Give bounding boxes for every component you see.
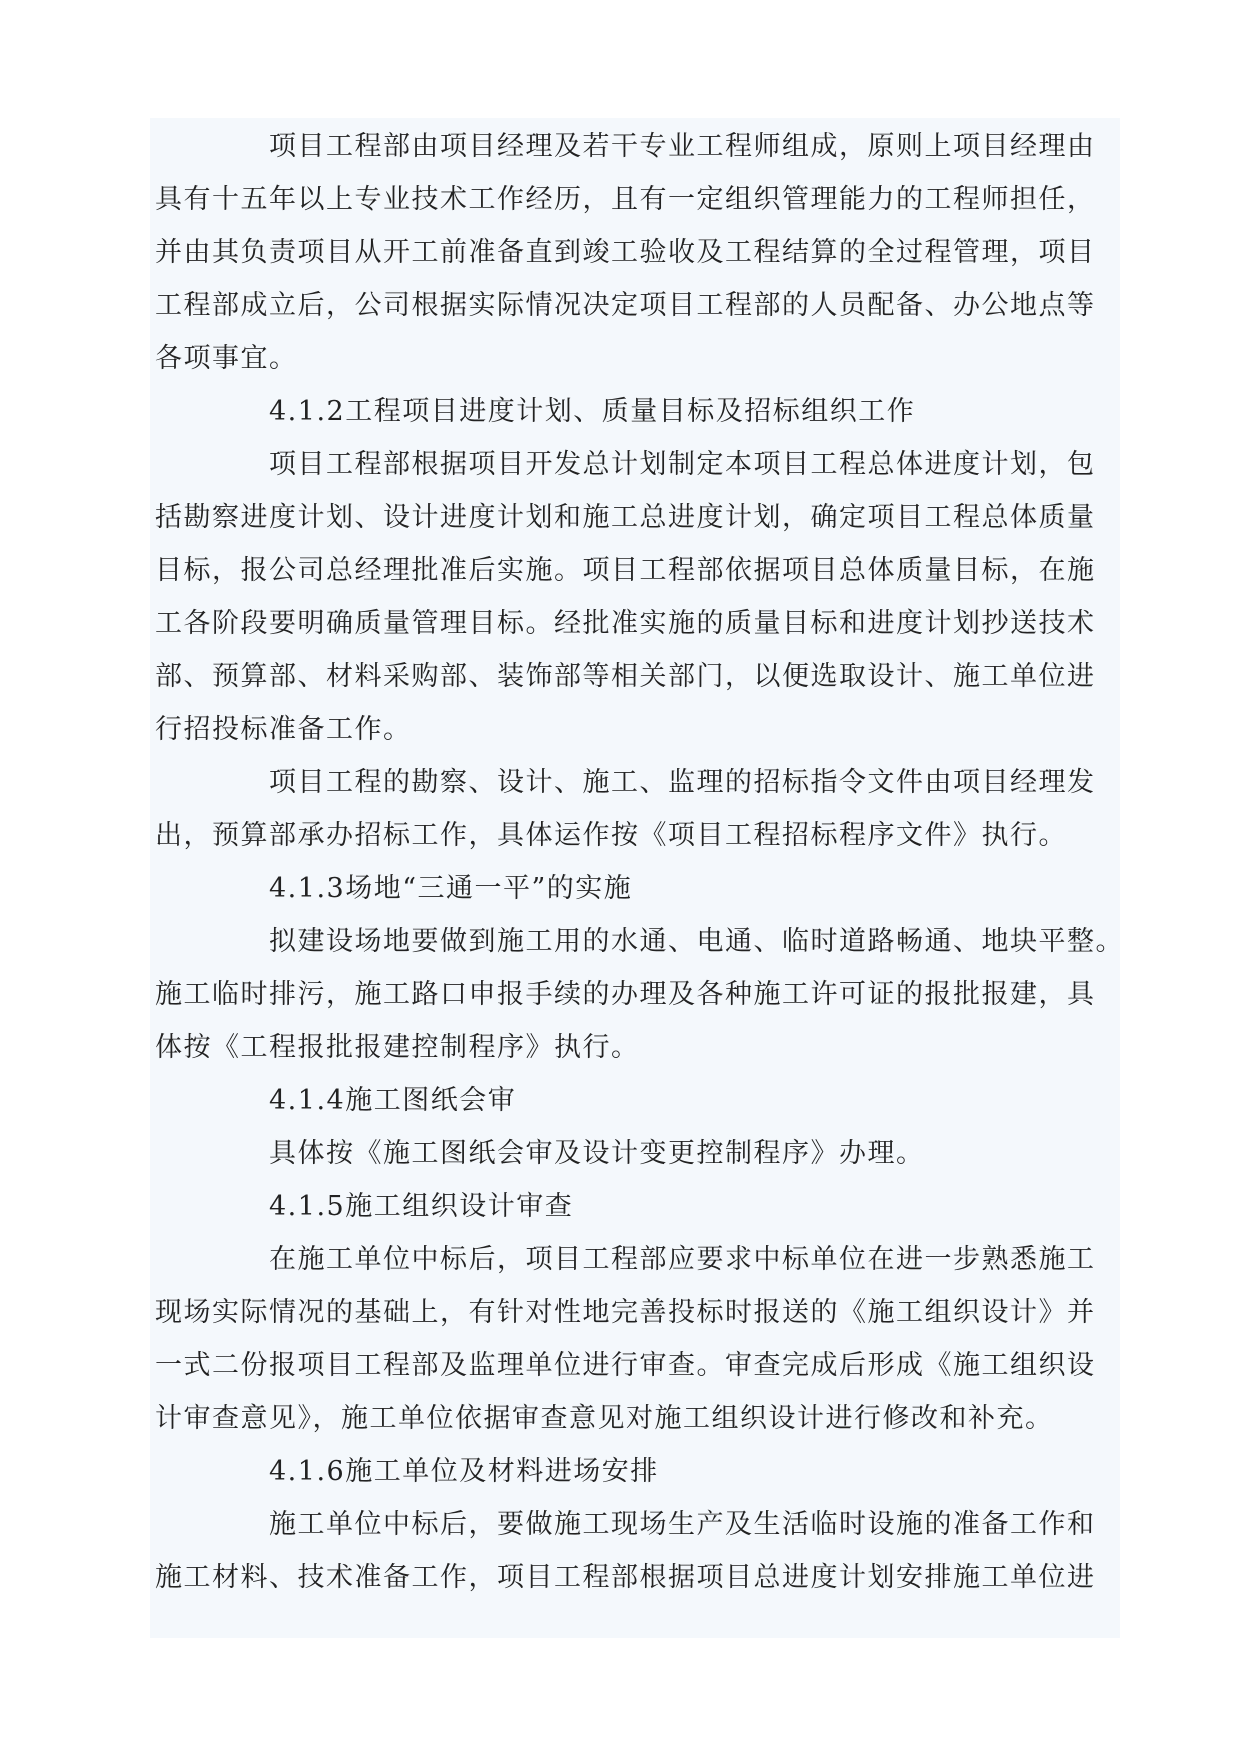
text-line: 项目工程部由项目经理及若干专业工程师组成，原则上项目经理由 <box>269 131 1096 162</box>
text-line: 项目工程部根据项目开发总计划制定本项目工程总体进度计划，包 <box>269 449 1096 480</box>
text-line: 施工单位中标后，要做施工现场生产及生活临时设施的准备工作和 <box>269 1509 1096 1540</box>
text-line: 具体按《施工图纸会审及设计变更控制程序》办理。 <box>269 1138 925 1169</box>
text-line: 目标，报公司总经理批准后实施。项目工程部依据项目总体质量目标，在施 <box>155 555 1096 586</box>
text-line: 部、预算部、材料采购部、装饰部等相关部门，以便选取设计、施工单位进 <box>155 661 1096 692</box>
text-line: 括勘察进度计划、设计进度计划和施工总进度计划，确定项目工程总体质量 <box>155 502 1096 533</box>
text-line: 现场实际情况的基础上，有针对性地完善投标时报送的《施工组织设计》并 <box>155 1297 1096 1328</box>
text-line: 施工材料、技术准备工作，项目工程部根据项目总进度计划安排施工单位进 <box>155 1562 1096 1593</box>
text-line: 体按《工程报批报建控制程序》执行。 <box>155 1032 640 1063</box>
text-line: 4.1.4施工图纸会审 <box>269 1085 517 1116</box>
text-line: 出，预算部承办招标工作，具体运作按《项目工程招标程序文件》执行。 <box>155 820 1067 851</box>
text-line: 各项事宜。 <box>155 343 298 374</box>
text-line: 施工临时排污，施工路口申报手续的办理及各种施工许可证的报批报建，具 <box>155 979 1096 1010</box>
text-line: 4.1.5施工组织设计审查 <box>269 1191 574 1222</box>
text-line: 并由其负责项目从开工前准备直到竣工验收及工程结算的全过程管理，项目 <box>155 237 1096 268</box>
document-body <box>155 120 1124 1604</box>
text-line: 具有十五年以上专业技术工作经历，且有一定组织管理能力的工程师担任， <box>155 184 1096 215</box>
text-line: 4.1.3场地“三通一平”的实施 <box>269 873 633 904</box>
text-line: 在施工单位中标后，项目工程部应要求中标单位在进一步熟悉施工 <box>269 1244 1096 1275</box>
text-line: 行招投标准备工作。 <box>155 714 412 745</box>
text-line: 4.1.2工程项目进度计划、质量目标及招标组织工作 <box>269 396 916 427</box>
text-line: 拟建设场地要做到施工用的水通、电通、临时道路畅通、地块平整。 <box>269 926 1124 957</box>
text-line: 工程部成立后，公司根据实际情况决定项目工程部的人员配备、办公地点等 <box>155 290 1096 321</box>
text-line: 工各阶段要明确质量管理目标。经批准实施的质量目标和进度计划抄送技术 <box>155 608 1096 639</box>
text-line: 一式二份报项目工程部及监理单位进行审查。审查完成后形成《施工组织设 <box>155 1350 1096 1381</box>
text-line: 4.1.6施工单位及材料进场安排 <box>269 1456 659 1487</box>
text-line: 计审查意见》，施工单位依据审查意见对施工组织设计进行修改和补充。 <box>155 1403 1054 1434</box>
text-line: 项目工程的勘察、设计、施工、监理的招标指令文件由项目经理发 <box>269 767 1096 798</box>
